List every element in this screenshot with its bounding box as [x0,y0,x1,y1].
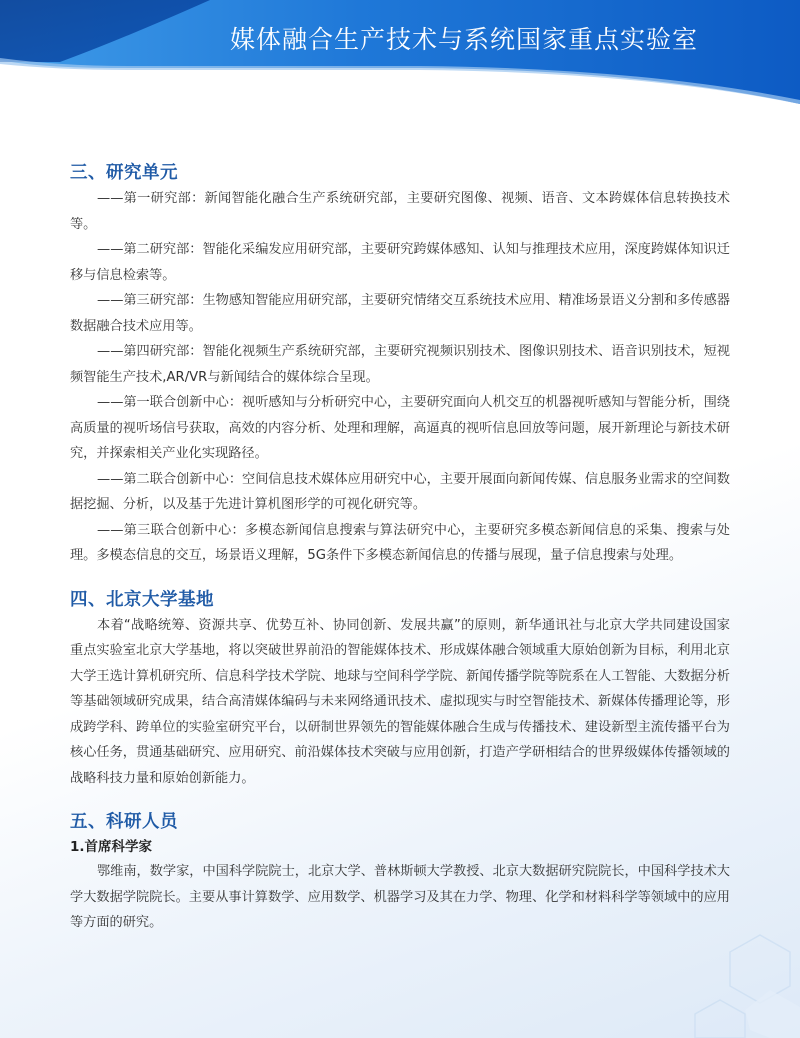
section-title-researchers: 五、科研人员 [70,812,178,832]
spacer [70,791,730,809]
research-unit-paragraph: ——第一联合创新中心：视听感知与分析研究中心，主要研究面向人机交互的机器视听感知与智能分析，围绕高质量的视听场信号获取，高效的内容分析、处理和理解，高逼真的视听信息回放等问题，展开新理论与新技术研究，并探索相关产业化实现路径。 [70,395,730,461]
research-unit-paragraph: ——第一研究部：新闻智能化融合生产系统研究部，主要研究图像、视频、语音、文本跨媒体信息转换技术等。 [70,191,730,232]
section-title-pku-base: 四、北京大学基地 [70,589,214,610]
subsection-title-chief-scientist: 1.首席科学家 [70,839,153,855]
research-unit-paragraph: ——第二联合创新中心：空间信息技术媒体应用研究中心，主要开展面向新闻传媒、信息服务业需求的空间数据挖掘、分析，以及基于先进计算机图形学的可视化研究等。 [70,471,730,512]
header-banner [0,0,800,105]
header-title: 媒体融合生产技术与系统国家重点实验室 [229,25,698,54]
section-title-research-units: 三、研究单元 [70,163,178,183]
research-unit-paragraph: ——第二研究部：智能化采编发应用研究部，主要研究跨媒体感知、认知与推理技术应用，深度跨媒体知识迁移与信息检索等。 [70,242,730,283]
research-unit-paragraph: ——第三研究部：生物感知智能应用研究部，主要研究情绪交互系统技术应用、精准场景语义分割和多传感器数据融合技术应用等。 [70,293,730,334]
chief-scientist-paragraph: 鄂维南，数学家，中国科学院院士，北京大学、普林斯顿大学教授、北京大数据研究院院长，中国科学技术大学大数据学院院长。主要从事计算数学、应用数学、机器学习及其在力学、物理、化学和材料科学等领域中的应用等方面的研究。 [70,864,730,930]
research-unit-paragraph: ——第三联合创新中心：多模态新闻信息搜索与算法研究中心，主要研究多模态新闻信息的采集、搜索与处理。多模态信息的交互，场景语义理解，5G条件下多模态新闻信息的传播与展现，量子信息搜索与处理。 [70,522,730,563]
spacer [70,569,730,587]
document-body [70,160,730,936]
research-unit-paragraph: ——第四研究部：智能化视频生产系统研究部，主要研究视频识别技术、图像识别技术、语音识别技术，短视频智能生产技术,AR/VR与新闻结合的媒体综合呈现。 [70,344,730,385]
pku-base-paragraph: 本着“战略统筹、资源共享、优势互补、协同创新、发展共赢”的原则，新华通讯社与北京大学共同建设国家重点实验室北京大学基地，将以突破世界前沿的智能媒体技术、形成媒体融合领域重大原始创新为目标，利用北京大学王选计算机研究所、信息科学技术学院、地球与空间科学学院、新闻传播学院等院系在人工智能、大数据分析等基础领域研究成果，结合高清媒体编码与未来网络通讯技术、虚拟现实与时空智能技术、新媒体传播理论等，形成跨学科、跨单位的实验室研究平台，以研制世界领先的智能媒体融合生成与传播技术、建设新型主流传播平台为核心任务，贯通基础研究、应用研究、前沿媒体技术突破与应用创新，打造产学研相结合的世界级媒体传播领域的战略科技力量和原始创新能力。 [70,617,730,786]
